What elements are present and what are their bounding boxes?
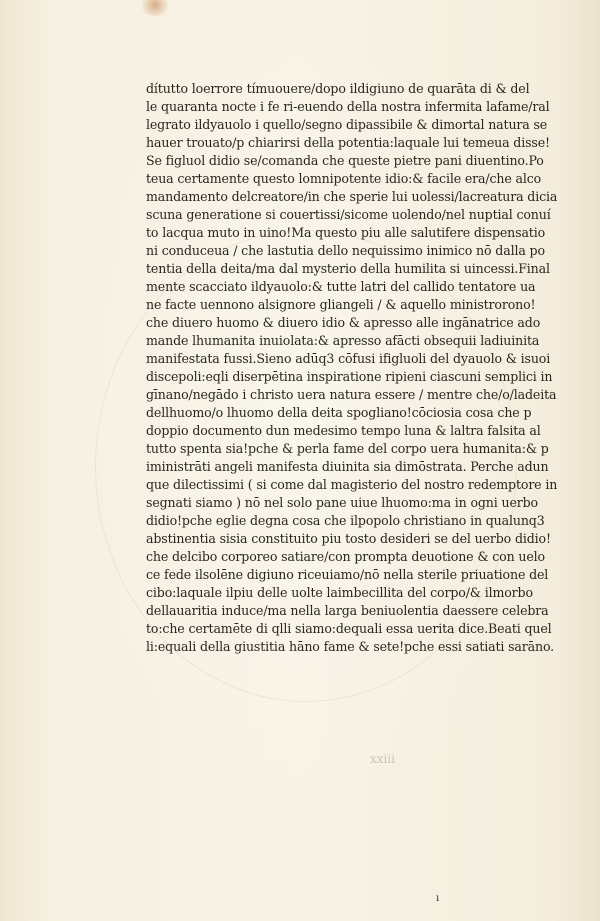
- text-line: ce fede ilsolēne digiuno riceuiamo/nō nella sterile priuatione del: [146, 567, 549, 583]
- text-line: dellauaritia induce/ma nella larga beniuolentia daessere celebra: [146, 603, 549, 619]
- text-line: legrato ildyauolo i quello/segno dipassibile & dimortal natura se: [146, 117, 548, 133]
- text-line: che delcibo corporeo satiare/con prompta deuotione & con uelo: [146, 549, 545, 565]
- ink-stain: [140, 0, 170, 16]
- body-text: [146, 80, 571, 657]
- text-line: scuna generatione si couertissi/sicome uolendo/nel nuptial conuí: [146, 207, 551, 223]
- text-line: segnati siamo ) nō nel solo pane uiue lhuomo:ma in ogni uerbo: [146, 495, 538, 511]
- text-line: mandamento delcreatore/in che sperie lui uolessi/lacreatura dicia: [146, 189, 558, 205]
- text-line: tutto spenta sia!pche & perla fame del corpo uera humanita:& p: [146, 441, 549, 457]
- text-line: teua certamente questo lomnipotente idio:& facile era/che alco: [146, 171, 542, 187]
- text-line: le quaranta nocte i fe ri-euendo della nostra infermita lafame/ral: [146, 99, 550, 115]
- text-line: che diuero huomo & diuero idio & apresso alle ingānatrice ado: [146, 315, 541, 331]
- footer-mark: ı: [436, 893, 440, 904]
- text-line: abstinentia sisia constituito piu tosto desideri se del uerbo didio!: [146, 531, 551, 547]
- text-line: cibo:laquale ilpiu delle uolte laimbecillita del corpo/& ilmorbo: [146, 585, 533, 601]
- text-line: li:equali della giustitia hāno fame & sete!pche essi satiati sarāno.: [146, 639, 555, 655]
- text-line: mande lhumanita inuiolata:& apresso afācti obsequii ladiuinita: [146, 333, 540, 349]
- text-line: dítutto loerrore tímuouere/dopo ildigiuno de quarāta di & del: [146, 81, 530, 96]
- text-line: gīnano/negādo i christo uera natura essere / mentre che/o/ladeita: [146, 387, 557, 403]
- text-line: didio!pche eglie degna cosa che ilpopolo christiano in qualunq3: [146, 513, 545, 529]
- text-line: discepoli:eqli diserpētina inspiratione ripieni ciascuni semplici in: [146, 369, 553, 385]
- text-line: mente scacciato ildyauolo:& tutte latri del callido tentatore ua: [146, 279, 536, 295]
- text-line: manifestata fussi.Sieno adūq3 cōfusi ifigluoli del dyauolo & isuoi: [146, 351, 551, 367]
- text-line: to lacqua muto in uino!Ma questo piu alle salutifere dispensatio: [146, 225, 546, 241]
- text-line: que dilectissimi ( si come dal magisterio del nostro redemptore in: [146, 477, 558, 493]
- text-line: Se figluol didio se/comanda che queste pietre pani diuentino.Po: [146, 153, 544, 169]
- text-line: ni conduceua / che lastutia dello nequissimo inimico nō dalla po: [146, 243, 545, 259]
- text-line: dellhuomo/o lhuomo della deita spogliano!cōciosia cosa che p: [146, 405, 532, 421]
- text-line: iministrāti angeli manifesta diuinita sia dimōstrata. Perche adun: [146, 459, 549, 475]
- folio-number: xxiii: [370, 752, 396, 766]
- text-line: hauer trouato/p chiarirsi della potentia:laquale lui temeua disse!: [146, 135, 550, 151]
- text-line: tentia della deita/ma dal mysterio della humilita si uincessi.Final: [146, 261, 550, 277]
- text-line: doppio documento dun medesimo tempo luna & laltra falsita al: [146, 423, 541, 439]
- text-line: ne facte uennono alsignore gliangeli / & aquello ministrorono!: [146, 297, 536, 313]
- text-line: to:che certamēte di qlli siamo:dequali essa uerita dice.Beati quel: [146, 621, 552, 637]
